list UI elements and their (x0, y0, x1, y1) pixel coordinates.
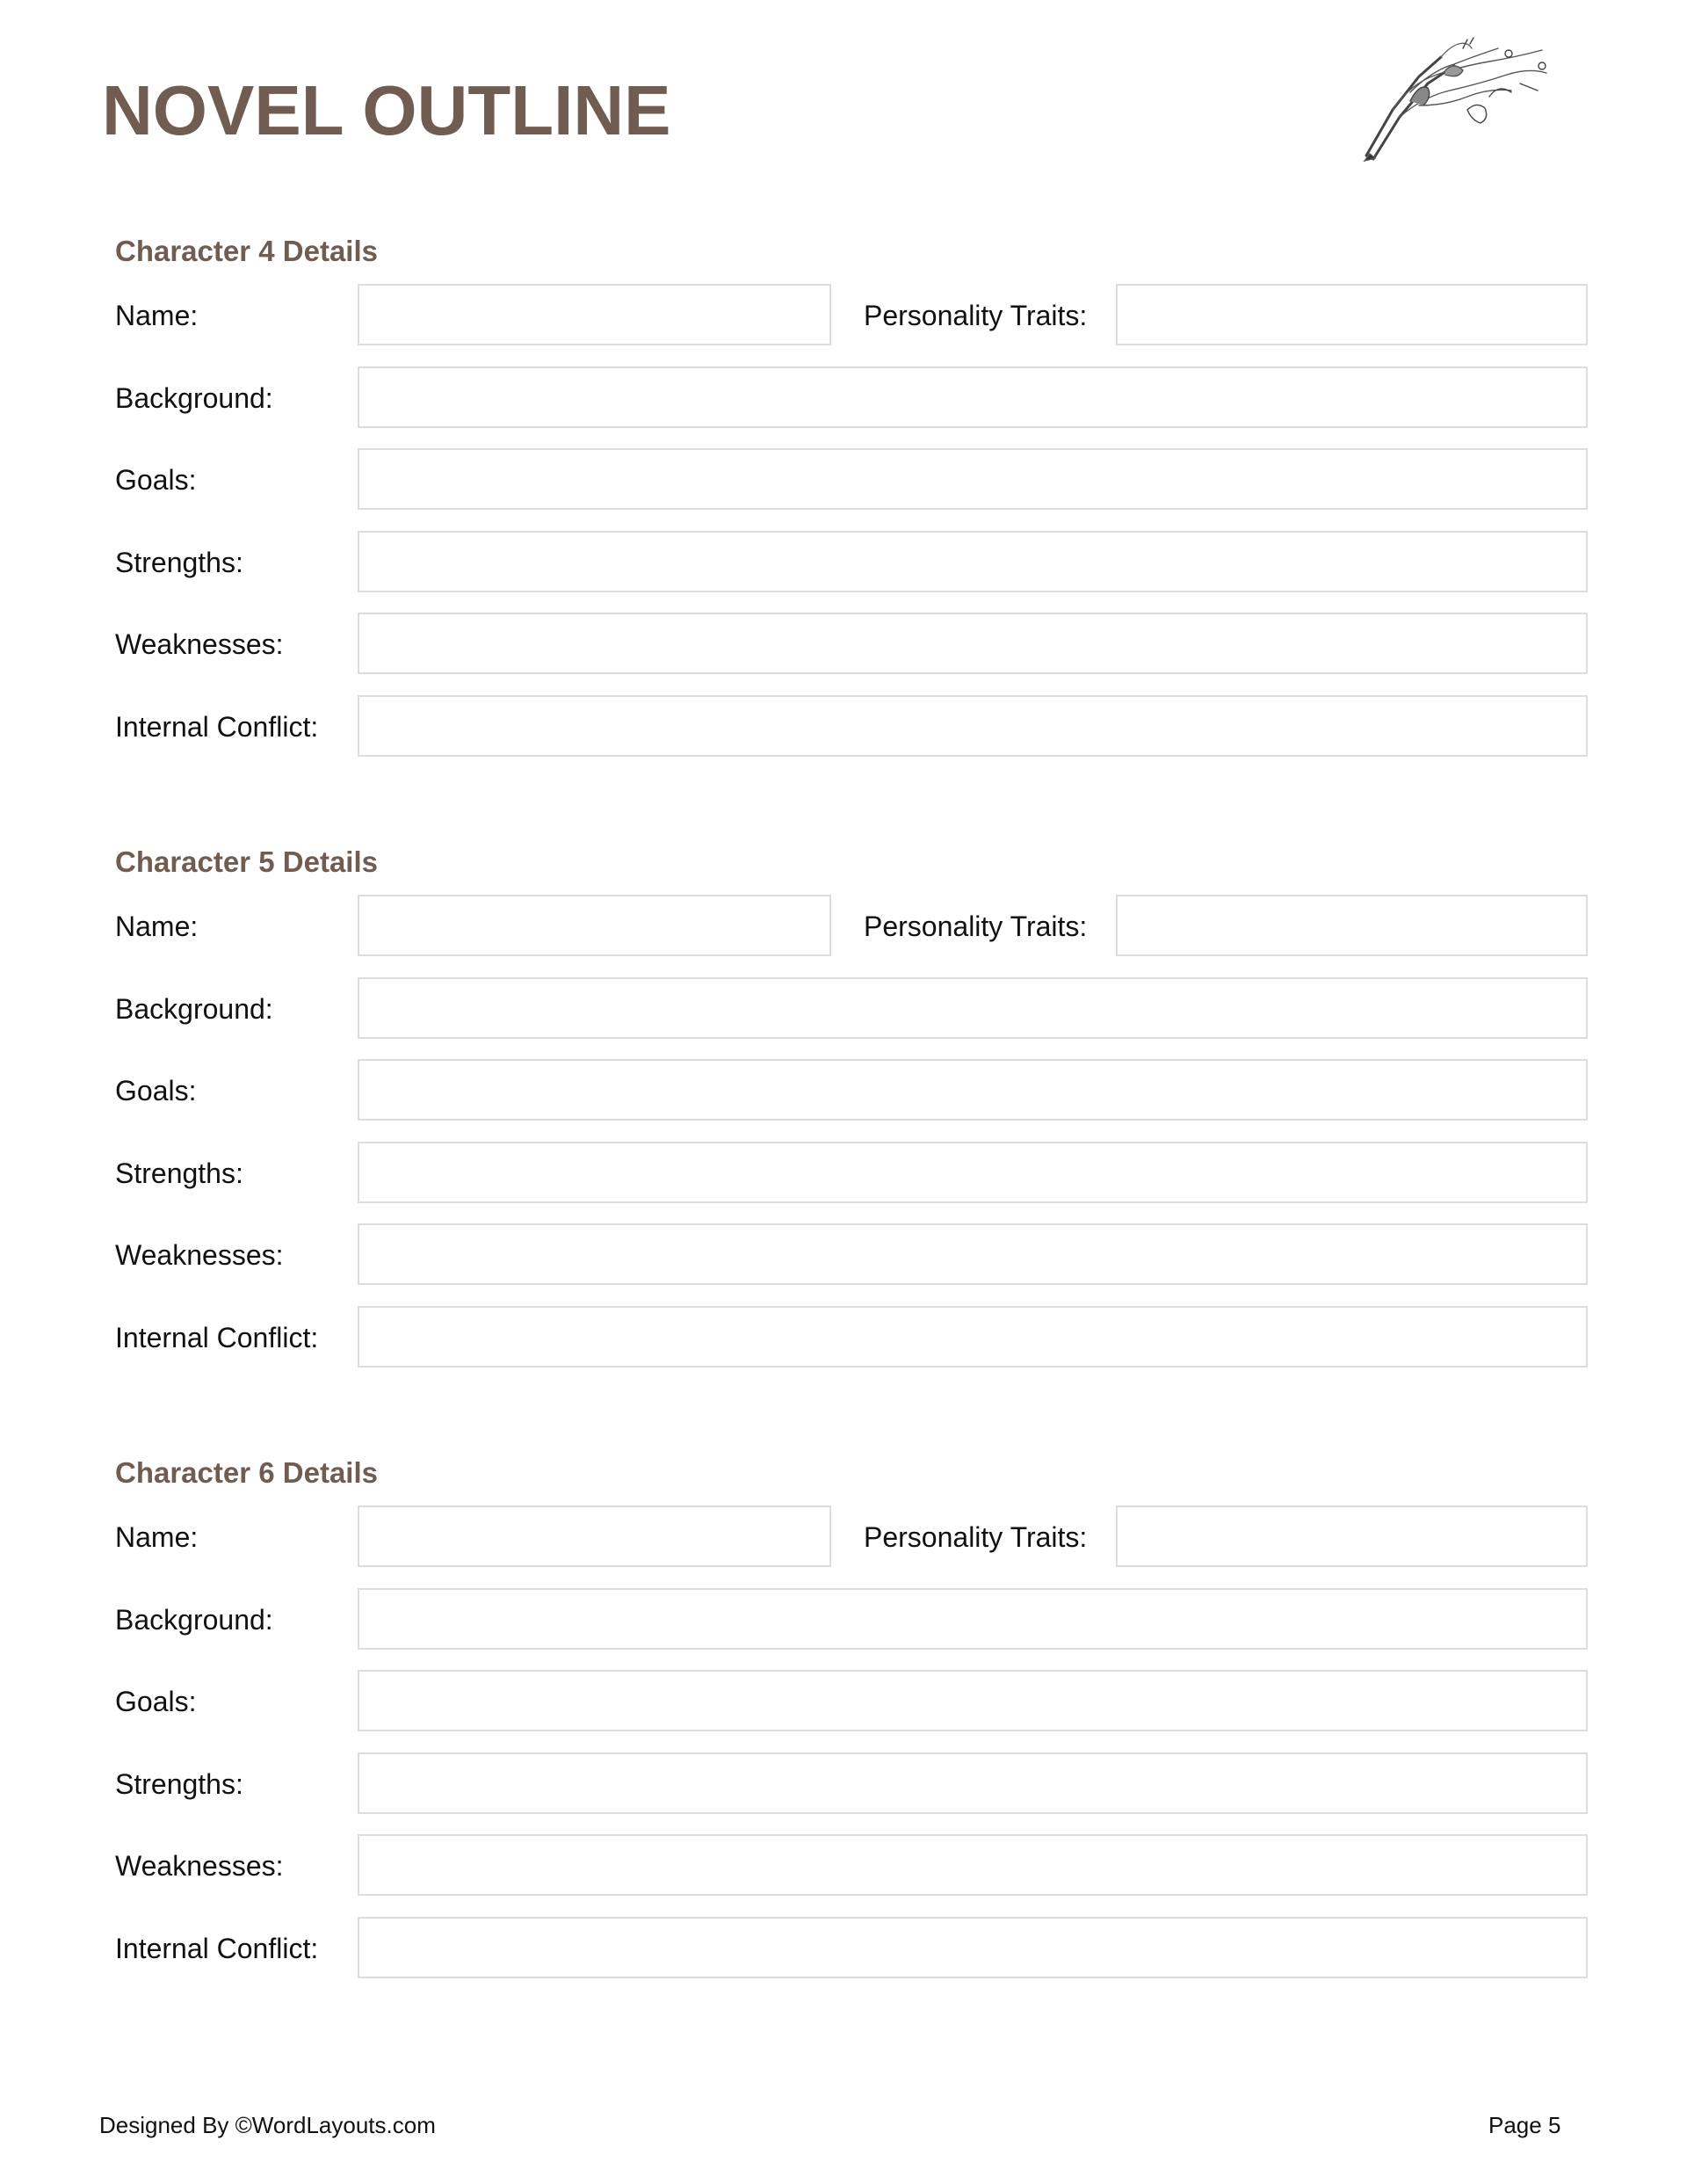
background-field[interactable] (358, 366, 1588, 428)
background-row (0, 977, 1687, 1039)
name-row (0, 1506, 1687, 1567)
name-label: Name: (115, 1521, 199, 1553)
strengths-row (0, 531, 1687, 592)
background-field[interactable] (358, 977, 1588, 1039)
section-heading: Character 4 Details (115, 235, 378, 267)
page-number: Page 5 (1488, 2112, 1561, 2138)
strengths-row (0, 1752, 1687, 1814)
internal-conflict-row (0, 1306, 1687, 1368)
character-section (0, 1455, 1687, 2018)
personality-traits-label: Personality Traits: (864, 300, 1088, 331)
goals-field[interactable] (358, 448, 1588, 510)
background-field[interactable] (358, 1588, 1588, 1650)
page-title: NOVEL OUTLINE (102, 71, 671, 149)
internal-conflict-field[interactable] (358, 1917, 1588, 1978)
goals-row (0, 1670, 1687, 1731)
personality-traits-label: Personality Traits: (864, 911, 1088, 942)
personality-traits-label: Personality Traits: (864, 1521, 1088, 1553)
name-label: Name: (115, 911, 199, 942)
background-label: Background: (115, 1604, 273, 1636)
internal-conflict-label: Internal Conflict: (115, 1933, 319, 1964)
weaknesses-field[interactable] (358, 1223, 1588, 1285)
goals-row (0, 448, 1687, 510)
pencil-sketch-icon (1358, 22, 1560, 167)
name-field[interactable] (358, 895, 831, 956)
strengths-label: Strengths: (115, 1768, 243, 1800)
goals-field[interactable] (358, 1670, 1588, 1731)
internal-conflict-label: Internal Conflict: (115, 711, 319, 743)
internal-conflict-field[interactable] (358, 695, 1588, 757)
personality-traits-field[interactable] (1116, 284, 1588, 345)
strengths-row (0, 1142, 1687, 1203)
weaknesses-row (0, 1223, 1687, 1285)
weaknesses-field[interactable] (358, 613, 1588, 674)
goals-label: Goals: (115, 464, 197, 496)
goals-field[interactable] (358, 1059, 1588, 1121)
personality-traits-field[interactable] (1116, 895, 1588, 956)
section-heading: Character 6 Details (115, 1456, 378, 1489)
personality-traits-field[interactable] (1116, 1506, 1588, 1567)
goals-label: Goals: (115, 1686, 197, 1717)
goals-label: Goals: (115, 1075, 197, 1107)
strengths-label: Strengths: (115, 1157, 243, 1189)
background-row (0, 366, 1687, 428)
character-section (0, 845, 1687, 1407)
weaknesses-label: Weaknesses: (115, 628, 284, 660)
goals-row (0, 1059, 1687, 1121)
background-row (0, 1588, 1687, 1650)
name-row (0, 895, 1687, 956)
weaknesses-label: Weaknesses: (115, 1850, 284, 1882)
name-field[interactable] (358, 1506, 831, 1567)
name-field[interactable] (358, 284, 831, 345)
background-label: Background: (115, 382, 273, 414)
internal-conflict-field[interactable] (358, 1306, 1588, 1368)
internal-conflict-row (0, 1917, 1687, 1978)
weaknesses-row (0, 613, 1687, 674)
section-heading: Character 5 Details (115, 845, 378, 878)
footer-credit: Designed By ©WordLayouts.com (99, 2112, 436, 2138)
name-row (0, 284, 1687, 345)
background-label: Background: (115, 993, 273, 1025)
weaknesses-field[interactable] (358, 1834, 1588, 1896)
weaknesses-label: Weaknesses: (115, 1239, 284, 1271)
strengths-field[interactable] (358, 1752, 1588, 1814)
name-label: Name: (115, 300, 199, 331)
character-section (0, 234, 1687, 796)
weaknesses-row (0, 1834, 1687, 1896)
strengths-field[interactable] (358, 531, 1588, 592)
internal-conflict-label: Internal Conflict: (115, 1322, 319, 1353)
strengths-label: Strengths: (115, 547, 243, 578)
strengths-field[interactable] (358, 1142, 1588, 1203)
internal-conflict-row (0, 695, 1687, 757)
